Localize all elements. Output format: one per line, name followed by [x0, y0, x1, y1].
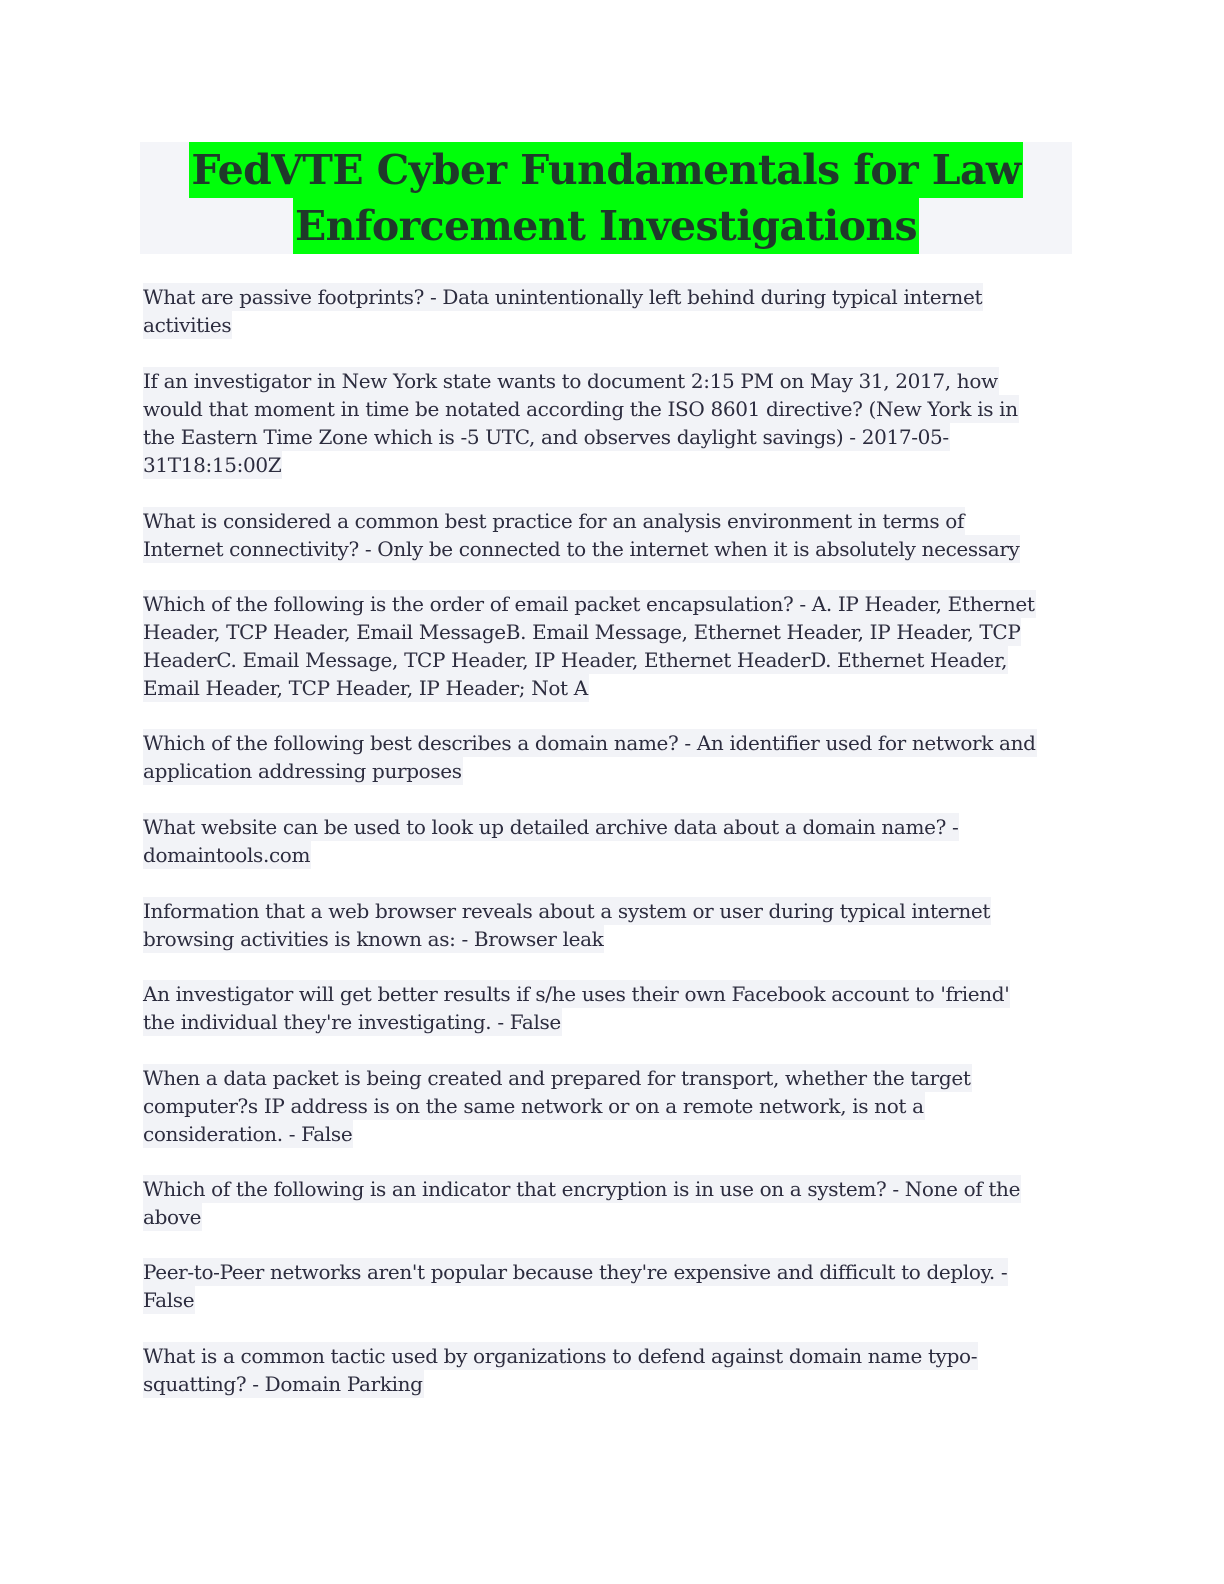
qa-line: Which of the following is the order of email packet encapsulation? - A. IP Header, Ethernet — [143, 592, 1035, 616]
qa-line: When a data packet is being created and prepared for transport, whether the target — [143, 1066, 971, 1090]
qa-line: If an investigator in New York state wants to document 2:15 PM on May 31, 2017, how — [143, 369, 998, 393]
qa-line: above — [143, 1205, 202, 1229]
qa-line: HeaderC. Email Message, TCP Header, IP Header, Ethernet HeaderD. Ethernet Header, — [143, 648, 1008, 672]
qa-line: Which of the following best describes a domain name? - An identifier used for network and — [143, 731, 1036, 755]
qa-entry — [143, 897, 1083, 953]
document-title — [140, 142, 1072, 254]
title-line: Enforcement Investigations — [293, 198, 919, 254]
qa-entry — [143, 590, 1083, 702]
qa-line: What website can be used to look up detailed archive data about a domain name? - — [143, 815, 959, 839]
qa-line: False — [143, 1288, 195, 1312]
qa-line: domaintools.com — [143, 843, 311, 867]
qa-entry — [143, 980, 1083, 1036]
qa-line: Which of the following is an indicator that encryption is in use on a system? - None of the — [143, 1177, 1021, 1201]
qa-line: Internet connectivity? - Only be connected to the internet when it is absolutely necessary — [143, 537, 1020, 561]
qa-line: Header, TCP Header, Email MessageB. Email Message, Ethernet Header, IP Header, TCP — [143, 620, 1021, 644]
qa-entry — [143, 1342, 1083, 1398]
qa-line: the Eastern Time Zone which is -5 UTC, and observes daylight savings) - 2017-05- — [143, 425, 949, 449]
qa-line: Peer-to-Peer networks aren't popular because they're expensive and difficult to deploy. - — [143, 1260, 1008, 1284]
qa-line: consideration. - False — [143, 1122, 353, 1146]
qa-entry — [143, 1175, 1083, 1231]
qa-line: What is considered a common best practice for an analysis environment in terms of — [143, 509, 965, 533]
qa-entry — [143, 1064, 1083, 1148]
qa-line: squatting? - Domain Parking — [143, 1372, 423, 1396]
qa-line: An investigator will get better results if s/he uses their own Facebook account to 'friend' — [143, 982, 1010, 1006]
qa-entry — [143, 1258, 1083, 1314]
qa-line: activities — [143, 313, 232, 337]
qa-entry — [143, 507, 1083, 563]
qa-entry — [143, 283, 1083, 339]
qa-line: Email Header, TCP Header, IP Header; Not A — [143, 676, 588, 700]
qa-entry — [143, 367, 1083, 479]
qa-line: the individual they're investigating. - False — [143, 1010, 561, 1034]
qa-entry — [143, 729, 1083, 785]
qa-line: 31T18:15:00Z — [143, 453, 282, 477]
title-line: FedVTE Cyber Fundamentals for Law — [189, 142, 1022, 198]
qa-entry — [143, 813, 1083, 869]
qa-line: Information that a web browser reveals about a system or user during typical internet — [143, 899, 991, 923]
qa-line: browsing activities is known as: - Browser leak — [143, 927, 604, 951]
qa-line: would that moment in time be notated according the ISO 8601 directive? (New York is in — [143, 397, 1018, 421]
qa-line: computer?s IP address is on the same network or on a remote network, is not a — [143, 1094, 924, 1118]
qa-line: application addressing purposes — [143, 759, 462, 783]
qa-line: What is a common tactic used by organizations to defend against domain name typo- — [143, 1344, 978, 1368]
qa-line: What are passive footprints? - Data unintentionally left behind during typical internet — [143, 285, 983, 309]
